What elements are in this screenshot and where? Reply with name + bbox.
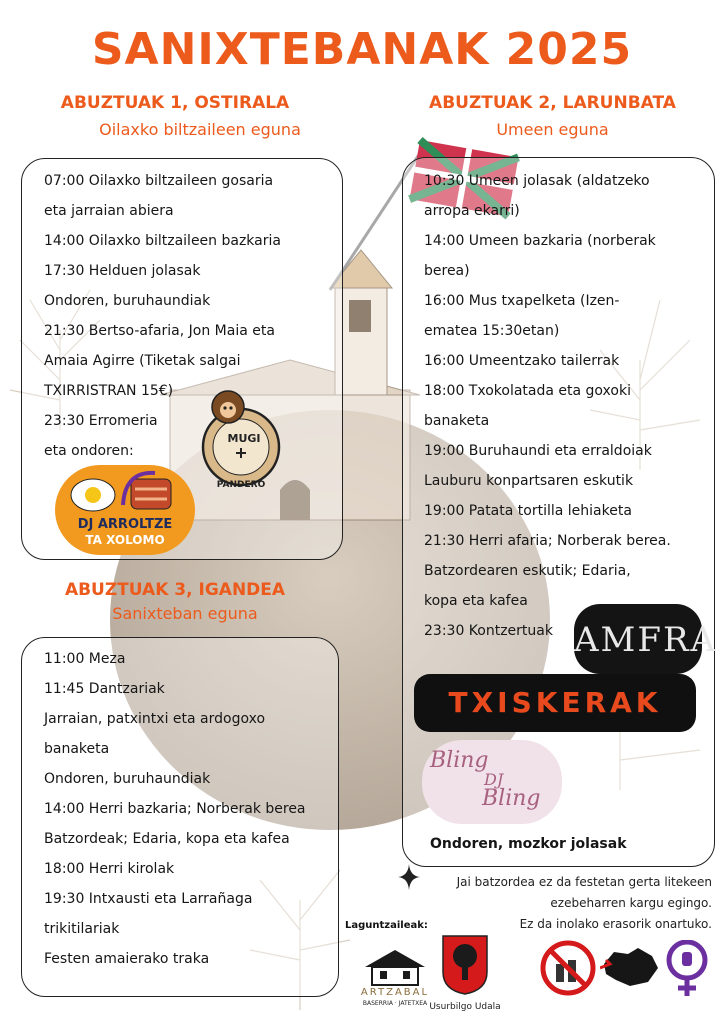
- day2-closing: Ondoren, mozkor jolasak: [430, 836, 627, 852]
- feminist-symbol-icon: [664, 940, 710, 998]
- list-item: banaketa: [424, 413, 490, 429]
- list-item: berea): [424, 263, 470, 279]
- no-pollution-icon: [540, 940, 596, 996]
- list-item: 16:00 Mus txapelketa (Izen-: [424, 293, 620, 309]
- list-item: eta jarraian abiera: [44, 203, 174, 219]
- day2-heading: ABUZTUAK 2, LARUNBATA: [429, 93, 676, 113]
- list-item: 16:00 Umeentzako tailerrak: [424, 353, 620, 369]
- list-item: 23:30 Erromeria: [44, 413, 158, 429]
- bling-text-dj: DJ: [484, 770, 504, 789]
- day3-schedule-list: [44, 644, 306, 974]
- artzabal-subtitle: BASERRIA · JATETXEA: [362, 1000, 428, 1007]
- usurbil-coat-of-arms-icon: [441, 934, 489, 996]
- list-item: Jarraian, patxintxi eta ardogoxo: [44, 711, 266, 727]
- day3-subtitle: Sanixteban eguna: [112, 604, 258, 623]
- dj-arroltze-line1: DJ ARROLTZE: [77, 517, 173, 532]
- bling-text-1: Bling: [430, 748, 489, 773]
- list-item: Lauburu konpartsaren eskutik: [424, 473, 634, 489]
- list-item: 10:30 Umeen jolasak (aldatzeko: [424, 173, 650, 189]
- usurbil-udala-name: Usurbilgo Udala: [429, 1002, 501, 1012]
- list-item: 18:00 Herri kirolak: [44, 861, 175, 877]
- mugi-text: MUGI: [227, 432, 261, 445]
- day1-subtitle: Oilaxko biltzaileen eguna: [99, 120, 301, 139]
- euskal-herria-map-icon: [600, 944, 662, 990]
- list-item: Ondoren, buruhaundiak: [44, 771, 211, 787]
- bling-bling-logo: [422, 740, 562, 824]
- mugi-pandero-logo: [198, 385, 284, 495]
- list-item: 23:30 Kontzertuak: [424, 623, 553, 639]
- list-item: arropa ekarri): [424, 203, 520, 219]
- note-line1: Jai batzordea ez da festetan gerta litekeen: [456, 875, 712, 889]
- list-item: 17:30 Helduen jolasak: [44, 263, 201, 279]
- list-item: 21:30 Bertso-afaria, Jon Maia eta: [44, 323, 275, 339]
- amfra-text: AMFRA: [574, 620, 718, 660]
- list-item: 11:00 Meza: [44, 651, 126, 667]
- list-item: Batzordeak; Edaria, kopa eta kafea: [44, 831, 290, 847]
- list-item: 19:00 Buruhaundi eta erraldoiak: [424, 443, 652, 459]
- list-item: eta ondoren:: [44, 443, 134, 459]
- list-item: 07:00 Oilaxko biltzaileen gosaria: [44, 173, 274, 189]
- bling-text-2: Bling: [482, 786, 541, 811]
- pandero-text: PANDERO: [216, 480, 266, 490]
- dj-arroltze-logo: [55, 465, 195, 555]
- list-item: 19:30 Intxausti eta Larrañaga: [44, 891, 253, 907]
- list-item: 21:30 Herri afaria; Norberak berea.: [424, 533, 671, 549]
- txiskerak-logo: [414, 674, 696, 732]
- sponsors-label: Laguntzaileak:: [345, 920, 428, 931]
- list-item: 14:00 Herri bazkaria; Norberak berea: [44, 801, 306, 817]
- list-item: banaketa: [44, 741, 110, 757]
- txiskerak-text: TXISKERAK: [448, 686, 662, 719]
- list-item: 14:00 Umeen bazkaria (norberak: [424, 233, 656, 249]
- day1-heading: ABUZTUAK 1, OSTIRALA: [60, 93, 290, 113]
- list-item: trikitilariak: [44, 921, 120, 937]
- list-item: Ondoren, buruhaundiak: [44, 293, 211, 309]
- list-item: kopa eta kafea: [424, 593, 528, 609]
- amfra-logo: [574, 604, 718, 674]
- list-item: Batzordearen eskutik; Edaria,: [424, 563, 631, 579]
- list-item: 11:45 Dantzariak: [44, 681, 165, 697]
- disclaimer-note: [420, 872, 712, 935]
- page-title: SANIXTEBANAK 2025: [91, 24, 633, 75]
- list-item: 18:00 Txokolatada eta goxoki: [424, 383, 631, 399]
- list-item: Amaia Agirre (Tiketak salgai: [44, 353, 241, 369]
- day3-heading: ABUZTUAK 3, IGANDEA: [64, 580, 286, 600]
- note-line3: Ez da inolako erasorik onartuko.: [519, 917, 712, 931]
- sparkle-icon: [398, 864, 420, 890]
- list-item: ematea 15:30etan): [424, 323, 560, 339]
- dj-arroltze-line2: TA XOLOMO: [85, 533, 165, 547]
- list-item: 19:00 Patata tortilla lehiaketa: [424, 503, 632, 519]
- artzabal-name: ARTZABAL: [360, 987, 430, 998]
- day2-schedule-list: [424, 166, 671, 646]
- list-item: TXIRRISTRAN 15€): [44, 383, 174, 399]
- note-line2: ezebeharren kargu egingo.: [550, 896, 712, 910]
- list-item: 14:00 Oilaxko biltzaileen bazkaria: [44, 233, 281, 249]
- list-item: Festen amaierako traka: [44, 951, 210, 967]
- day2-subtitle: Umeen eguna: [496, 120, 609, 139]
